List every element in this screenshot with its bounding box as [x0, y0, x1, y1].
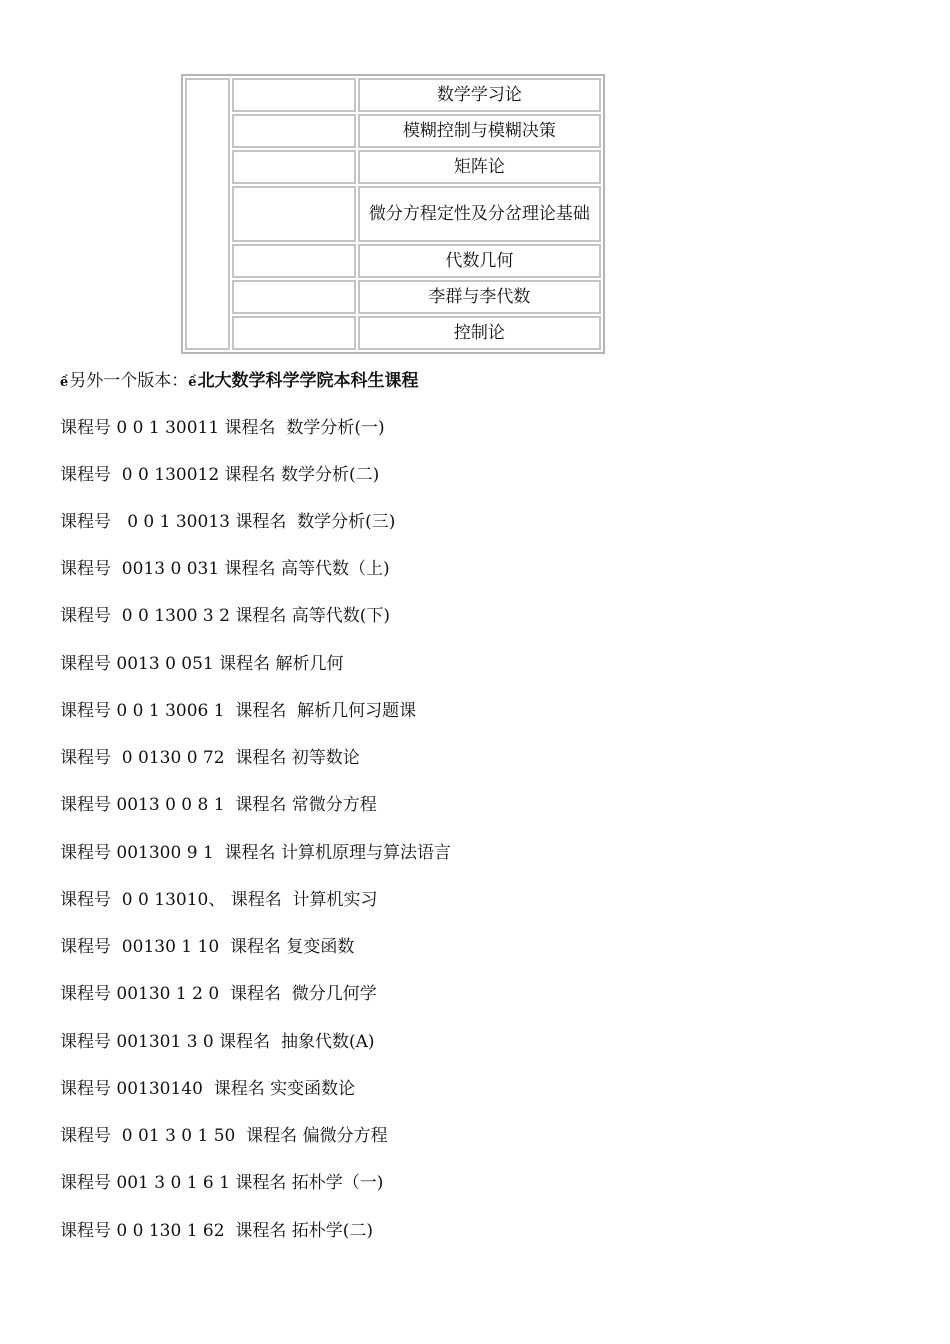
- table-row: [185, 316, 601, 350]
- course-item: 课程号 0 0 1 30011 课程名 数学分析(一): [60, 418, 385, 438]
- table-cell-course: 模糊控制与模糊决策: [358, 114, 601, 148]
- course-item: 课程号 00130 1 2 0 课程名 微分几何学: [60, 984, 377, 1004]
- table-row: [185, 114, 601, 148]
- table-cell: [232, 186, 356, 242]
- table-row: [185, 186, 601, 242]
- course-item: 课程号 0 0 130012 课程名 数学分析(二): [60, 465, 380, 485]
- table-cell-course: 控制论: [358, 316, 601, 350]
- table-cell-course: 李群与李代数: [358, 280, 601, 314]
- course-item: 课程号 0 0130 0 72 课程名 初等数论: [60, 748, 360, 768]
- table-cell: [232, 280, 356, 314]
- table-cell: [232, 150, 356, 184]
- course-item: 课程号 00130 1 10 课程名 复变函数: [60, 937, 355, 957]
- table-row: [185, 244, 601, 278]
- heading-prefix: 另外一个版本：: [69, 371, 189, 391]
- table-cell-course: 微分方程定性及分岔理论基础: [358, 186, 601, 242]
- table-row: [185, 78, 601, 112]
- table-cell-group: [185, 78, 230, 350]
- table-cell: [232, 114, 356, 148]
- course-item: 课程号 0013 0 051 课程名 解析几何: [60, 654, 344, 674]
- table-row: [185, 280, 601, 314]
- table-cell: [232, 244, 356, 278]
- heading-title: 北大数学科学学院本科生课程: [197, 371, 419, 391]
- table-cell: [232, 316, 356, 350]
- course-item: 课程号 0013 0 031 课程名 高等代数（上): [60, 559, 390, 579]
- table-cell: [232, 78, 356, 112]
- course-item: 课程号 001301 3 0 课程名 抽象代数(A): [60, 1032, 375, 1052]
- course-item: 课程号 001300 9 1 课程名 计算机原理与算法语言: [60, 843, 451, 863]
- course-item: 课程号 001 3 0 1 6 1 课程名 拓朴学（一): [60, 1173, 384, 1193]
- course-item: 课程号 0 0 13010、 课程名 计算机实习: [60, 890, 378, 910]
- course-item: 课程号 0 0 1 3006 1 课程名 解析几何习题课: [60, 701, 417, 721]
- course-item: 课程号 0 0 1 30013 课程名 数学分析(三): [60, 512, 396, 532]
- course-table: [181, 74, 605, 354]
- bullet-mark-icon: ề: [60, 375, 69, 390]
- table-row: [185, 150, 601, 184]
- bullet-mark-icon: ề: [188, 375, 197, 390]
- table-cell-course: 代数几何: [358, 244, 601, 278]
- table-cell-course: 矩阵论: [358, 150, 601, 184]
- course-item: 课程号 0 0 1300 3 2 课程名 高等代数(下): [60, 606, 391, 626]
- course-item: 课程号 0 0 130 1 62 课程名 拓朴学(二): [60, 1221, 374, 1241]
- course-item: 课程号 00130140 课程名 实变函数论: [60, 1079, 356, 1099]
- section-heading: [60, 369, 419, 395]
- course-item: 课程号 0013 0 0 8 1 课程名 常微分方程: [60, 795, 377, 815]
- course-item: 课程号 0 01 3 0 1 50 课程名 偏微分方程: [60, 1126, 388, 1146]
- table-cell-course: 数学学习论: [358, 78, 601, 112]
